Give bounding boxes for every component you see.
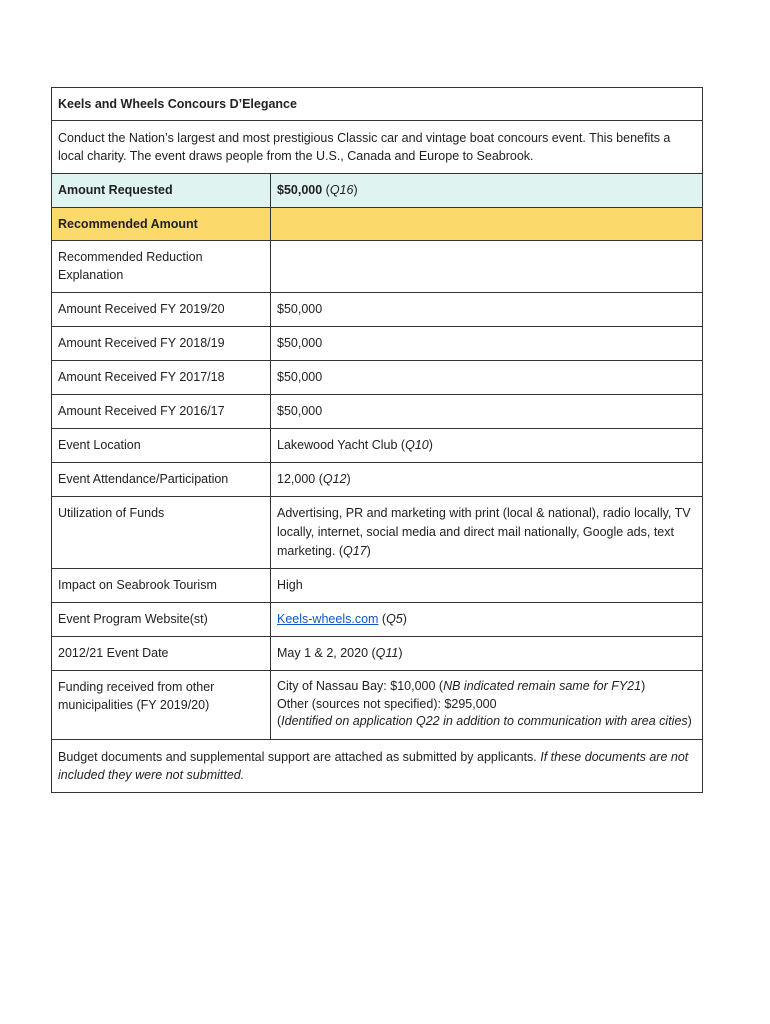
received-row bbox=[52, 360, 702, 394]
amount-requested-value: $50,000 (Q16) bbox=[277, 183, 358, 197]
received-label: Amount Received FY 2018/19 bbox=[52, 327, 271, 360]
recommended-amount-value bbox=[271, 208, 702, 240]
reduction-value bbox=[271, 241, 702, 292]
other-funding-value bbox=[271, 671, 702, 739]
other-funding-line1: City of Nassau Bay: $10,000 (NB indicated remain same for FY21) bbox=[277, 679, 646, 693]
received-row bbox=[52, 292, 702, 326]
event-title: Keels and Wheels Concours D’Elegance bbox=[58, 97, 297, 111]
title-row bbox=[52, 88, 702, 120]
amount-requested-label: Amount Requested bbox=[52, 174, 271, 207]
event-date-ref: Q11 bbox=[375, 646, 399, 660]
reduction-label: Recommended Reduction Explanation bbox=[52, 241, 271, 292]
event-date-row bbox=[52, 636, 702, 670]
attendance-label: Event Attendance/Participation bbox=[52, 463, 271, 496]
impact-value: High bbox=[277, 578, 303, 592]
received-value: $50,000 bbox=[277, 336, 323, 350]
other-funding-line2: Other (sources not specified): $295,000 bbox=[277, 696, 497, 711]
funds-row bbox=[52, 496, 702, 568]
website-link[interactable]: Keels-wheels.com bbox=[277, 612, 379, 626]
description-row bbox=[52, 120, 702, 173]
funds-ref: Q17 bbox=[343, 544, 367, 558]
website-value: Keels-wheels.com (Q5) bbox=[277, 612, 407, 626]
received-value: $50,000 bbox=[277, 404, 323, 418]
recommended-amount-label: Recommended Amount bbox=[52, 208, 271, 240]
location-text: Lakewood Yacht Club bbox=[277, 438, 398, 452]
received-row bbox=[52, 394, 702, 428]
location-value: Lakewood Yacht Club (Q10) bbox=[277, 438, 433, 452]
location-ref: Q10 bbox=[405, 438, 429, 452]
location-row bbox=[52, 428, 702, 462]
received-value: $50,000 bbox=[277, 302, 323, 316]
amount-requested-amount: $50,000 bbox=[277, 183, 323, 197]
location-label: Event Location bbox=[52, 429, 271, 462]
received-row bbox=[52, 326, 702, 360]
website-ref: Q5 bbox=[386, 612, 403, 626]
event-date-text: May 1 & 2, 2020 bbox=[277, 646, 369, 660]
amount-requested-ref: Q16 bbox=[329, 183, 354, 197]
recommended-amount-row bbox=[52, 207, 702, 240]
event-date-label: 2012/21 Event Date bbox=[52, 637, 271, 670]
received-label: Amount Received FY 2016/17 bbox=[52, 395, 271, 428]
impact-label: Impact on Seabrook Tourism bbox=[52, 569, 271, 602]
footer-italic-note: If these documents are not included they were not submitted. bbox=[58, 749, 689, 782]
attendance-ref: Q12 bbox=[322, 472, 347, 486]
reduction-row bbox=[52, 240, 702, 292]
website-row bbox=[52, 602, 702, 636]
received-label: Amount Received FY 2017/18 bbox=[52, 361, 271, 394]
application-summary-table bbox=[51, 87, 703, 793]
funds-value: Advertising, PR and marketing with print (local & national), radio locally, TV locally, internet, social media and direct mail nationally, Google ads, text marketing. (Q17) bbox=[277, 506, 691, 558]
received-value: $50,000 bbox=[277, 370, 323, 384]
funds-label: Utilization of Funds bbox=[52, 497, 271, 568]
website-label: Event Program Website(st) bbox=[52, 603, 271, 636]
amount-requested-row bbox=[52, 173, 702, 207]
footer-row bbox=[52, 739, 702, 792]
footer-note bbox=[52, 740, 702, 792]
other-funding-row bbox=[52, 670, 702, 739]
footer-text: Budget documents and supplemental support are attached as submitted by applicants. bbox=[58, 749, 537, 764]
other-funding-line1-note: NB indicated remain same for FY21 bbox=[443, 679, 642, 693]
event-date-value: May 1 & 2, 2020 (Q11) bbox=[277, 646, 403, 660]
attendance-row bbox=[52, 462, 702, 496]
other-funding-line1-text: City of Nassau Bay: $10,000 bbox=[277, 679, 436, 693]
attendance-text: 12,000 bbox=[277, 472, 316, 486]
other-funding-line3: (Identified on application Q22 in addition to communication with area cities) bbox=[277, 714, 692, 728]
impact-row bbox=[52, 568, 702, 602]
other-funding-label: Funding received from other municipalities (FY 2019/20) bbox=[52, 671, 271, 739]
event-description: Conduct the Nation’s largest and most prestigious Classic car and vintage boat concours event. This benefits a local charity. The event draws people from the U.S., Canada and Europe to Seabrook. bbox=[58, 131, 671, 163]
other-funding-line3-note: Identified on application Q22 in addition to communication with area cities bbox=[281, 714, 688, 728]
received-label: Amount Received FY 2019/20 bbox=[52, 293, 271, 326]
attendance-value: 12,000 (Q12) bbox=[277, 472, 351, 486]
funds-text: Advertising, PR and marketing with print (local & national), radio locally, TV locally, internet, social media and direct mail nationally, Google ads, text marketing. bbox=[277, 506, 691, 558]
